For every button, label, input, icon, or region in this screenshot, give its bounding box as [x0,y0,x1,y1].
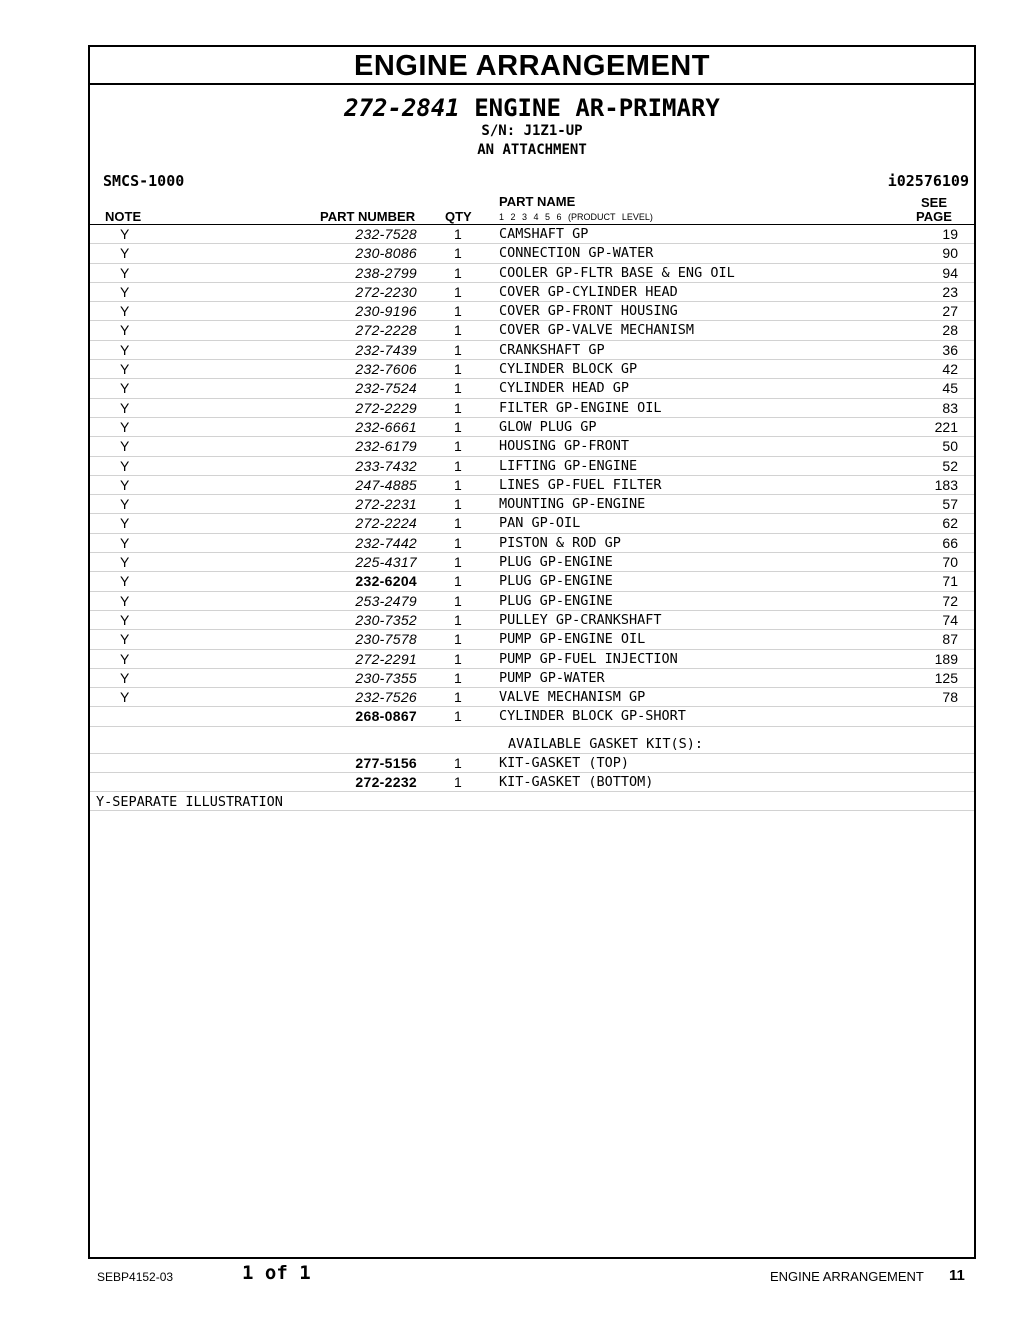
table-row [90,707,974,726]
col-page: PAGE [916,209,952,224]
row-part-name: PUMP GP-FUEL INJECTION [499,650,678,667]
row-part-number[interactable]: 232-7524 [355,380,417,397]
table-row [90,495,974,514]
row-see-page[interactable]: 19 [942,226,958,242]
spacer [90,727,974,735]
row-note: Y [120,226,130,242]
row-qty: 1 [454,708,462,725]
row-note: Y [120,476,130,493]
serial-range: S/N: J1Z1-UP [481,123,583,139]
column-header [90,194,974,225]
row-part-number[interactable]: 232-7528 [355,226,417,242]
footnote: Y-SEPARATE ILLUSTRATION [96,794,283,811]
row-see-page[interactable]: 189 [934,650,958,667]
row-qty: 1 [454,554,462,571]
table-row [90,476,974,495]
row-part-number[interactable]: 268-0867 [355,708,417,725]
row-part-number[interactable]: 232-7439 [355,341,417,358]
row-see-page[interactable]: 78 [942,689,958,706]
row-part-name: PUMP GP-ENGINE OIL [499,631,646,648]
col-note: NOTE [105,209,142,224]
row-part-name: PUMP GP-WATER [499,669,605,686]
row-qty: 1 [454,457,462,474]
row-note: Y [120,650,130,667]
row-qty: 1 [454,754,462,771]
row-part-name: PISTON & ROD GP [499,534,621,551]
row-qty: 1 [454,669,462,686]
table-row [90,264,974,283]
table-row [90,360,974,379]
row-part-name: COOLER GP-FLTR BASE & ENG OIL [499,264,735,281]
row-note: Y [120,515,130,532]
row-see-page[interactable]: 27 [942,303,958,320]
row-part-name: PLUG GP-ENGINE [499,573,613,590]
row-part-number[interactable]: 233-7432 [355,457,417,474]
table-row [90,457,974,476]
smcs-code: SMCS-1000 [103,172,185,190]
row-note: Y [120,438,130,455]
row-qty: 1 [454,631,462,648]
row-part-number[interactable]: 272-2228 [355,322,417,339]
row-note: Y [120,592,130,609]
row-part-name: FILTER GP-ENGINE OIL [499,399,662,416]
row-note: Y [120,689,130,706]
row-part-number[interactable]: 253-2479 [355,592,417,609]
footer-section: ENGINE ARRANGEMENT [770,1269,924,1284]
row-part-name: LINES GP-FUEL FILTER [499,476,662,493]
row-see-page[interactable]: 66 [942,534,958,551]
row-qty: 1 [454,515,462,532]
row-part-name: COVER GP-FRONT HOUSING [499,303,678,320]
page-frame [88,45,976,1259]
row-note: Y [120,669,130,686]
row-note: Y [120,496,130,513]
row-part-name: PLUG GP-ENGINE [499,554,613,571]
table-row [90,553,974,572]
table-row [90,321,974,340]
row-part-name: VALVE MECHANISM GP [499,689,646,706]
row-part-name: CONNECTION GP-WATER [499,245,654,262]
row-part-number[interactable]: 230-8086 [355,245,417,262]
row-see-page[interactable]: 23 [942,283,958,300]
row-part-number[interactable]: 272-2230 [355,283,417,300]
row-part-number[interactable]: 230-7352 [355,611,417,628]
row-part-name: CYLINDER BLOCK GP-SHORT [499,708,686,725]
table-row [90,611,974,630]
row-part-number[interactable]: 232-6661 [355,418,417,435]
row-part-name: PULLEY GP-CRANKSHAFT [499,611,662,628]
row-note: Y [120,573,130,590]
row-see-page[interactable]: 70 [942,554,958,571]
row-qty: 1 [454,438,462,455]
group-part-number[interactable]: 272-2841 [344,94,460,122]
row-part-number[interactable]: 230-7578 [355,631,417,648]
row-part-number[interactable]: 272-2224 [355,515,417,532]
row-part-name: CAMSHAFT GP [499,226,589,242]
row-part-name: CRANKSHAFT GP [499,341,605,358]
row-see-page[interactable]: 52 [942,457,958,474]
col-product-level: 1 2 3 4 5 6 (PRODUCT LEVEL) [499,212,653,222]
row-note: Y [120,631,130,648]
row-note: Y [120,457,130,474]
table-row [90,379,974,398]
row-see-page[interactable]: 125 [934,669,958,686]
row-part-name: PAN GP-OIL [499,515,581,532]
col-see: SEE [920,195,947,210]
table-row [90,592,974,611]
row-note: Y [120,418,130,435]
row-see-page[interactable]: 62 [942,515,958,532]
row-part-name: CYLINDER BLOCK GP [499,361,638,378]
row-see-page[interactable]: 183 [934,476,958,493]
col-see-page [914,196,954,224]
table-row [90,225,974,244]
row-part-name: GLOW PLUG GP [499,418,597,435]
row-qty: 1 [454,496,462,513]
row-part-name: LIFTING GP-ENGINE [499,457,638,474]
table-row [90,399,974,418]
row-part-number[interactable]: 272-2291 [355,650,417,667]
footer-page-number: 11 [949,1267,965,1284]
row-see-page[interactable]: 74 [942,611,958,628]
table-row [90,572,974,591]
group-name: ENGINE AR-PRIMARY [474,94,720,122]
table-row [90,341,974,360]
row-note: Y [120,399,130,416]
row-part-name: CYLINDER HEAD GP [499,380,630,397]
row-note: Y [120,322,130,339]
row-see-page[interactable]: 221 [934,418,958,435]
row-part-number[interactable]: 272-2232 [355,774,417,791]
page-title: ENGINE ARRANGEMENT [90,47,974,85]
row-part-name: COVER GP-VALVE MECHANISM [499,322,695,339]
table-row [90,630,974,649]
row-qty: 1 [454,341,462,358]
row-note: Y [120,534,130,551]
row-qty: 1 [454,283,462,300]
row-note: Y [120,245,130,262]
table-row [90,302,974,321]
row-qty: 1 [454,303,462,320]
smcs-row [90,166,974,194]
row-qty: 1 [454,361,462,378]
row-part-name: COVER GP-CYLINDER HEAD [499,283,678,300]
table-row [90,283,974,302]
gasket-table [90,754,974,793]
footer-doc-id: SEBP4152-03 [97,1270,174,1284]
row-see-page[interactable]: 72 [942,592,958,609]
row-qty: 1 [454,650,462,667]
row-see-page[interactable]: 87 [942,631,958,648]
row-qty: 1 [454,322,462,339]
row-part-name: MOUNTING GP-ENGINE [499,496,646,513]
row-qty: 1 [454,380,462,397]
row-qty: 1 [454,774,462,791]
row-part-number[interactable]: 230-9196 [355,303,417,320]
table-row [90,244,974,263]
row-see-page[interactable]: 50 [942,438,958,455]
table-row [90,754,974,773]
parts-table [90,225,974,727]
row-see-page[interactable]: 45 [942,380,958,397]
col-part-number: PART NUMBER [320,209,416,224]
row-part-number[interactable]: 238-2799 [355,264,417,281]
row-note: Y [120,380,130,397]
row-see-page[interactable]: 57 [942,496,958,513]
row-qty: 1 [454,399,462,416]
row-part-number[interactable]: 225-4317 [355,554,417,571]
row-qty: 1 [454,611,462,628]
gasket-heading-row [90,735,974,754]
row-part-number[interactable]: 232-6179 [355,438,417,455]
table-row [90,688,974,707]
row-qty: 1 [454,245,462,262]
row-part-number[interactable]: 247-4885 [355,476,417,493]
row-qty: 1 [454,226,462,242]
group-heading [90,94,974,122]
row-see-page[interactable]: 28 [942,322,958,339]
row-part-number[interactable]: 232-7526 [355,689,417,706]
row-qty: 1 [454,534,462,551]
row-note: Y [120,264,130,281]
gasket-heading: AVAILABLE GASKET KIT(S): [508,735,704,752]
row-part-number[interactable]: 232-7606 [355,361,417,378]
row-note: Y [120,341,130,358]
row-see-page[interactable]: 71 [942,573,958,590]
row-note: Y [120,361,130,378]
row-qty: 1 [454,592,462,609]
table-row [90,773,974,792]
row-part-name: HOUSING GP-FRONT [499,438,630,455]
reference-id: i02576109 [887,172,969,190]
attachment-label: AN ATTACHMENT [477,142,587,158]
col-part-name: PART NAME [499,194,576,209]
row-part-name: PLUG GP-ENGINE [499,592,613,609]
table-row [90,437,974,456]
row-qty: 1 [454,573,462,590]
table-row [90,650,974,669]
row-part-number[interactable]: 272-2229 [355,399,417,416]
row-see-page[interactable]: 42 [942,361,958,378]
row-part-name: KIT-GASKET (TOP) [499,754,630,771]
row-part-number[interactable]: 272-2231 [355,496,417,513]
row-note: Y [120,554,130,571]
col-qty: QTY [445,209,472,224]
table-row [90,514,974,533]
footnote-row [90,792,974,811]
row-see-page[interactable]: 90 [942,245,958,262]
row-see-page[interactable]: 94 [942,264,958,281]
row-see-page[interactable]: 36 [942,341,958,358]
table-row [90,418,974,437]
table-row [90,534,974,553]
row-part-number[interactable]: 232-6204 [355,573,417,590]
row-note: Y [120,303,130,320]
page-footer [0,1262,1020,1292]
row-part-number[interactable]: 230-7355 [355,669,417,686]
row-qty: 1 [454,476,462,493]
row-note: Y [120,611,130,628]
row-qty: 1 [454,689,462,706]
table-row [90,669,974,688]
row-qty: 1 [454,264,462,281]
footer-page-of: 1 of 1 [242,1262,311,1284]
row-note: Y [120,283,130,300]
row-part-number[interactable]: 277-5156 [355,754,417,771]
row-qty: 1 [454,418,462,435]
row-part-number[interactable]: 232-7442 [355,534,417,551]
row-part-name: KIT-GASKET (BOTTOM) [499,774,654,791]
row-see-page[interactable]: 83 [942,399,958,416]
